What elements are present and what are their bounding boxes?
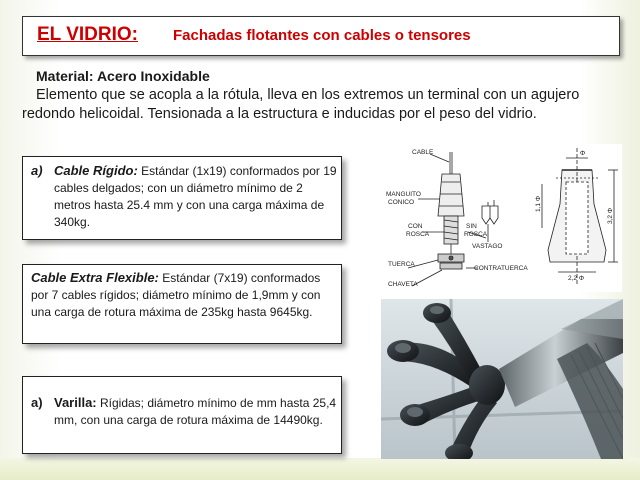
title-subtitle: Fachadas flotantes con cables o tensores — [173, 27, 471, 44]
label-conico: CONICO — [388, 199, 414, 206]
title-box — [22, 16, 620, 56]
label-con-rosca-2: ROSCA — [406, 231, 430, 238]
cable-terminal-diagram — [382, 144, 622, 292]
cable-flexible-text: Estándar (7x19) conformados por 7 cables rígidos; diámetro mínimo de 1,9mm y con una carga de rotura máxima de 235kg hasta 9645kg. — [31, 271, 321, 319]
cable-flexible-box — [22, 264, 342, 344]
label-sin-rosca: SIN — [466, 223, 477, 230]
list-marker: a) — [31, 395, 43, 410]
label-contratuerca: CONTRATUERCA — [474, 265, 528, 272]
varilla-term: Varilla: — [54, 395, 97, 410]
cable-rigido-term: Cable Rígido: — [54, 163, 138, 178]
slide-footer-band — [0, 458, 640, 480]
cable-flexible-term: Cable Extra Flexible: — [31, 270, 159, 285]
dimension-top: Φ — [580, 150, 586, 157]
cable-rigido-box — [22, 156, 342, 240]
label-vastago: VASTAGO — [472, 243, 503, 250]
label-tuerca: TUERCA — [388, 261, 415, 268]
varilla-box — [22, 376, 342, 454]
spider-fitting-photo — [381, 299, 623, 459]
title-main: EL VIDRIO: — [37, 24, 138, 45]
label-cable: CABLE — [412, 149, 434, 156]
label-sin-rosca-2: ROSCA — [464, 231, 488, 238]
dimension-side: 3,2 Φ — [607, 207, 614, 224]
intro-paragraph: Elemento que se acopla a la rótula, lleva en los extremos un terminal con un agujero redondo helicoidal. Tensionada a la estructura e inducidas por el peso del vidrio. — [22, 87, 580, 122]
cable-flexible-content — [31, 269, 337, 321]
label-manguito: MANGUITO — [386, 191, 421, 198]
cable-rigido-text: Estándar (1x19) conformados por 19 cables delgados; con un diámetro mínimo de 2 metros hasta 25.4 mm y con una carga máxima de 340kg. — [54, 164, 337, 229]
label-con-rosca: CON — [408, 223, 423, 230]
dimension-left: 1,1 Φ — [535, 195, 542, 212]
varilla-text: Rígidas; diámetro mínimo de mm hasta 25,4 mm, con una carga de rotura máxima de 14490kg. — [54, 396, 337, 427]
cable-rigido-content — [54, 162, 338, 231]
material-label: Material: Acero Inoxidable — [36, 68, 210, 84]
list-marker: a) — [31, 163, 43, 178]
varilla-content — [54, 394, 338, 429]
dimension-bottom: 2,2 Φ — [568, 275, 585, 282]
label-chaveta: CHAVETA — [388, 281, 418, 288]
